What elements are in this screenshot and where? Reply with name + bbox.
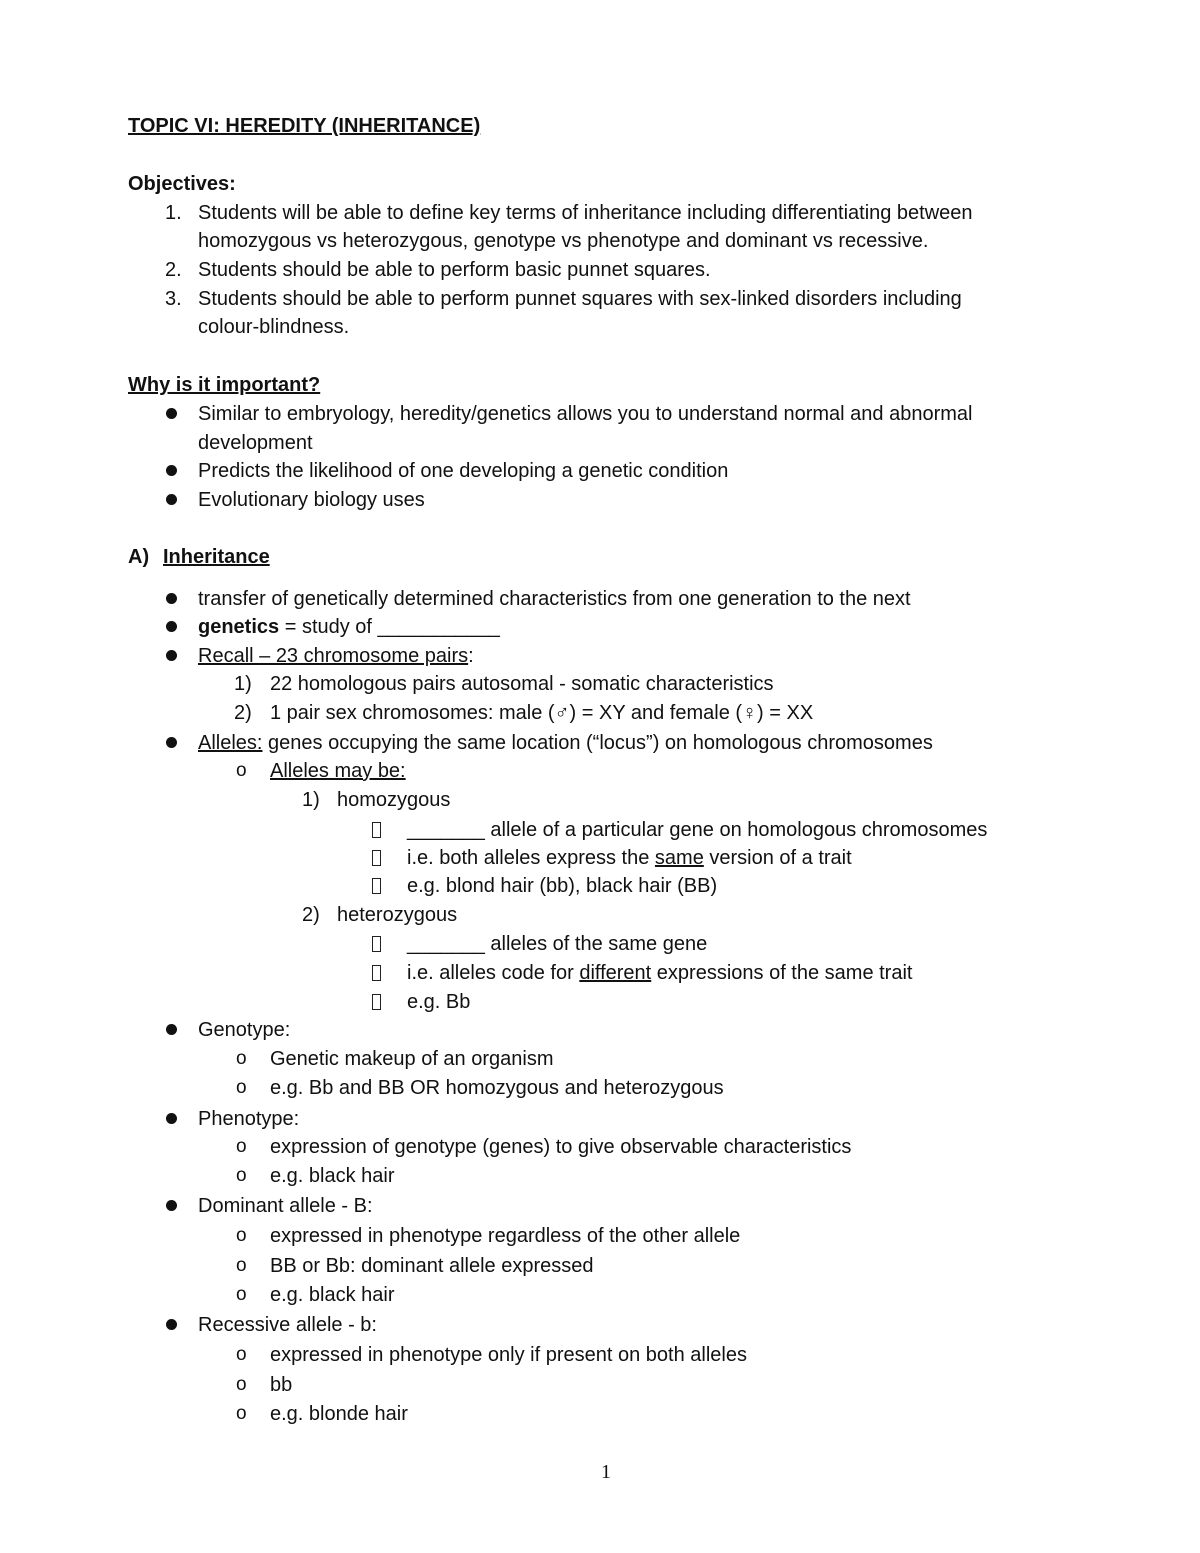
list-number: 2) <box>234 702 252 724</box>
sub-bullet-icon: o <box>236 1077 247 1098</box>
why-item: Similar to embryology, heredity/genetics allows you to understand normal and abnormal <box>198 403 973 425</box>
genetics-line <box>198 615 500 639</box>
item-emphasis: different <box>579 962 652 984</box>
item-emphasis: same <box>654 847 704 869</box>
objective-text: homozygous vs heterozygous, genotype vs phenotype and dominant vs recessive. <box>198 230 929 252</box>
bullet-icon <box>166 1319 177 1330</box>
sub-bullet-icon: o <box>236 1165 247 1186</box>
sub-bullet-icon: o <box>236 1048 247 1069</box>
alleles-may-be: Alleles may be: <box>270 760 406 782</box>
bullet-icon <box>166 494 177 505</box>
page-number: 1 <box>601 1461 611 1483</box>
bullet-icon <box>166 593 177 604</box>
square-bullet-icon <box>372 936 381 952</box>
bullet-icon <box>166 1200 177 1211</box>
homozygous-item <box>407 846 852 870</box>
bullet-icon <box>166 465 177 476</box>
list-number: 1) <box>302 789 320 811</box>
recall-colon: : <box>468 645 474 667</box>
bullet-icon <box>166 621 177 632</box>
recessive-item: expressed in phenotype only if present on both alleles <box>270 1344 747 1366</box>
dominant-label: Dominant allele - B: <box>198 1195 373 1217</box>
heterozygous-label: heterozygous <box>337 904 458 926</box>
sub-bullet-icon: o <box>236 1255 247 1276</box>
phenotype-item: e.g. black hair <box>270 1165 395 1187</box>
genotype-item: e.g. Bb and BB OR homozygous and heterozygous <box>270 1077 724 1099</box>
why-item: Predicts the likelihood of one developing a genetic condition <box>198 460 729 482</box>
sub-bullet-icon: o <box>236 1136 247 1157</box>
genetics-definition: = study of ___________ <box>279 616 500 638</box>
item-text: expressions of the same trait <box>651 962 913 984</box>
genotype-item: Genetic makeup of an organism <box>270 1048 554 1070</box>
page-title: TOPIC VI: HEREDITY (INHERITANCE) <box>128 115 481 137</box>
sub-bullet-icon: o <box>236 1403 247 1424</box>
pair-text: 1 pair sex chromosomes: male (♂) = XY and female (♀) = XX <box>270 702 814 724</box>
bullet-icon <box>166 408 177 419</box>
dominant-item: e.g. black hair <box>270 1284 395 1306</box>
homozygous-item: e.g. blond hair (bb), black hair (BB) <box>407 875 718 897</box>
square-bullet-icon <box>372 965 381 981</box>
item-text: i.e. both alleles express the <box>407 847 655 869</box>
why-item: Evolutionary biology uses <box>198 489 425 511</box>
genotype-label: Genotype: <box>198 1019 291 1041</box>
transfer-text: transfer of genetically determined characteristics from one generation to the next <box>198 588 911 610</box>
objective-text: colour-blindness. <box>198 316 350 338</box>
bullet-icon <box>166 650 177 661</box>
objectives-heading: Objectives: <box>128 173 236 195</box>
pair-text: 22 homologous pairs autosomal - somatic characteristics <box>270 673 774 695</box>
bullet-icon <box>166 1024 177 1035</box>
objective-text: Students will be able to define key terms of inheritance including differentiating between <box>198 202 973 224</box>
objective-text: Students should be able to perform punnet squares with sex-linked disorders including <box>198 288 962 310</box>
square-bullet-icon <box>372 994 381 1010</box>
objective-text: Students should be able to perform basic punnet squares. <box>198 259 711 281</box>
objective-number: 3. <box>165 288 182 310</box>
recessive-label: Recessive allele - b: <box>198 1314 377 1336</box>
phenotype-label: Phenotype: <box>198 1108 300 1130</box>
alleles-definition: genes occupying the same location (“locus”) on homologous chromosomes <box>262 732 933 754</box>
alleles-term: Alleles: <box>198 732 263 754</box>
recessive-item: e.g. blonde hair <box>270 1403 408 1425</box>
genetics-term: genetics <box>198 616 280 638</box>
recall-text: Recall – 23 chromosome pairs <box>198 645 469 667</box>
sub-bullet-icon: o <box>236 1344 247 1365</box>
bullet-icon <box>166 1113 177 1124</box>
alleles-line <box>198 731 933 755</box>
recessive-item: bb <box>270 1374 293 1396</box>
homozygous-item: _______ allele of a particular gene on homologous chromosomes <box>407 819 988 841</box>
section-heading: Inheritance <box>163 546 270 568</box>
square-bullet-icon <box>372 850 381 866</box>
objective-number: 2. <box>165 259 182 281</box>
phenotype-item: expression of genotype (genes) to give observable characteristics <box>270 1136 852 1158</box>
square-bullet-icon <box>372 878 381 894</box>
dominant-item: BB or Bb: dominant allele expressed <box>270 1255 594 1277</box>
sub-bullet-icon: o <box>236 760 247 781</box>
sub-bullet-icon: o <box>236 1225 247 1246</box>
why-heading: Why is it important? <box>128 374 321 396</box>
heterozygous-item <box>407 961 912 985</box>
recall-line <box>198 644 474 668</box>
homozygous-label: homozygous <box>337 789 451 811</box>
list-number: 2) <box>302 904 320 926</box>
list-number: 1) <box>234 673 252 695</box>
item-text: version of a trait <box>703 847 852 869</box>
bullet-icon <box>166 737 177 748</box>
square-bullet-icon <box>372 822 381 838</box>
why-item: development <box>198 432 313 454</box>
objective-number: 1. <box>165 202 182 224</box>
section-label: A) <box>128 546 150 568</box>
heterozygous-item: _______ alleles of the same gene <box>407 933 708 955</box>
dominant-item: expressed in phenotype regardless of the other allele <box>270 1225 741 1247</box>
item-text: i.e. alleles code for <box>407 962 580 984</box>
sub-bullet-icon: o <box>236 1284 247 1305</box>
heterozygous-item: e.g. Bb <box>407 991 471 1013</box>
sub-bullet-icon: o <box>236 1374 247 1395</box>
